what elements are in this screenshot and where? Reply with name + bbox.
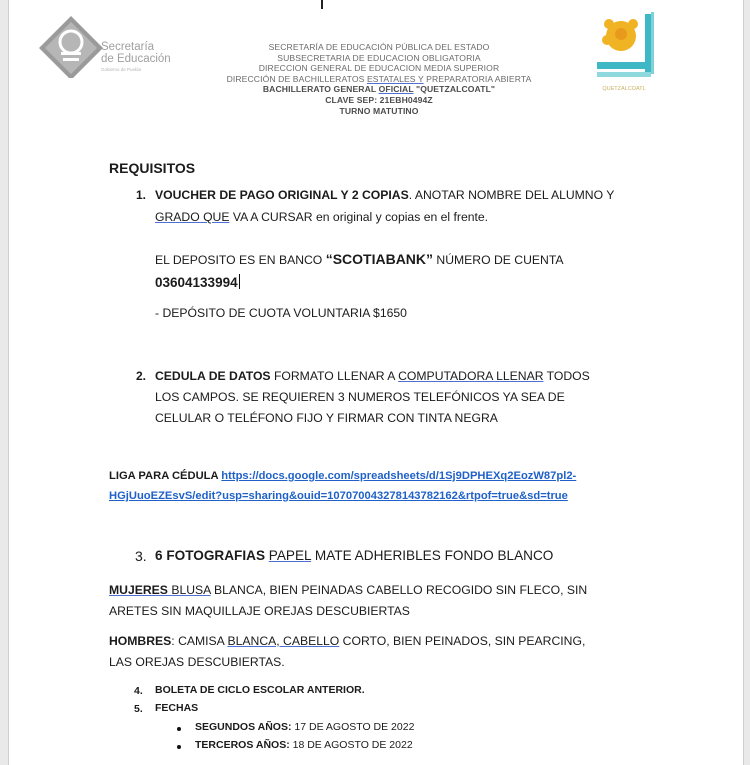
item-2-line-3: CELULAR O TELÉFONO FIJO Y FIRMAR CON TINTA NEGRA	[155, 411, 498, 425]
cedula-link-continued[interactable]: HGjUuoEZEsvS/edit?usp=sharing&ouid=107070043278143782162&rtpof=true&sd=true	[109, 490, 568, 502]
item-3-line: 6 FOTOGRAFIAS PAPEL MATE ADHERIBLES FONDO BLANCO	[155, 548, 554, 563]
item-1-line-2: GRADO QUE VA A CURSAR en original y copias en el frente.	[155, 210, 489, 224]
logo-left-line1: Secretaría	[101, 41, 155, 53]
document-page	[8, 0, 744, 765]
item-2-number: 2.	[136, 369, 147, 383]
item-5-text: FECHAS	[155, 702, 199, 714]
letterhead-line-4: DIRECCIÓN DE BACHILLERATOS ESTATALES Y PREPARATORIA ABIERTA	[226, 73, 532, 84]
item-2-line-1: CEDULA DE DATOS FORMATO LLENAR A COMPUTADORA LLENAR TODOS	[155, 369, 590, 383]
letterhead-line-2: SUBSECRETARIA DE EDUCACION OBLIGATORIA	[277, 52, 481, 63]
section-title: REQUISITOS	[109, 160, 196, 176]
quota-line: - DEPÓSITO DE CUOTA VOLUNTARIA $1650	[155, 306, 407, 320]
liga-line-1: LIGA PARA CÉDULA https://docs.google.com/spreadsheets/d/1Sj9DPHEXq2EozW87pl2-	[109, 470, 577, 482]
item-4-text: BOLETA DE CICLO ESCOLAR ANTERIOR.	[155, 684, 365, 696]
letterhead-line-1: SECRETARÍA DE EDUCACIÓN PÚBLICA DEL ESTADO	[268, 42, 490, 52]
letterhead-line-6: CLAVE SEP: 21EBH0494Z	[325, 94, 433, 105]
mujeres-line-1: MUJERES BLUSA BLANCA, BIEN PEINADAS CABELLO RECOGIDO SIN FLECO, SIN	[109, 583, 588, 597]
item-2-line-2: LOS CAMPOS. SE REQUIEREN 3 NUMEROS TELEFÓNICOS YA SEA DE	[155, 390, 565, 404]
deposit-line: EL DEPOSITO ES EN BANCO “SCOTIABANK” NÚMERO DE CUENTA	[155, 251, 564, 267]
logo-right-text: QUETZALCOATL	[602, 86, 646, 92]
logo-left-line3: Gobierno de Puebla	[101, 67, 142, 72]
text-cursor-mark	[321, 0, 323, 9]
logo-left-line2: de Educación	[101, 53, 171, 65]
bullet-icon	[177, 727, 181, 731]
fecha-segundos: SEGUNDOS AÑOS: 17 DE AGOSTO DE 2022	[195, 721, 415, 733]
account-number: 03604133994	[155, 275, 238, 290]
fecha-terceros: TERCEROS AÑOS: 18 DE AGOSTO DE 2022	[195, 739, 413, 751]
bullet-icon	[177, 745, 181, 749]
letterhead-line-7: TURNO MATUTINO	[339, 105, 419, 116]
item-5-number: 5.	[134, 703, 143, 715]
letterhead-line-3: DIRECCION GENERAL DE EDUCACION MEDIA SUPERIOR	[258, 63, 500, 74]
item-1-line-1: VOUCHER DE PAGO ORIGINAL Y 2 COPIAS. ANOTAR NOMBRE DEL ALUMNO Y	[155, 188, 615, 202]
school-logo	[593, 10, 665, 94]
liga-line-2	[109, 485, 568, 507]
item-1-number: 1.	[136, 188, 147, 202]
item-4-number: 4.	[134, 685, 143, 697]
hombres-line-1: HOMBRES: CAMISA BLANCA, CABELLO CORTO, BIEN PEINADOS, SIN PEARCING,	[109, 634, 586, 648]
item-3-number: 3.	[135, 548, 147, 564]
letterhead-line-5: BACHILLERATO GENERAL OFICIAL "QUETZALCOATL"	[262, 84, 496, 95]
hombres-line-2: LAS OREJAS DESCUBIERTAS.	[109, 655, 285, 669]
letterhead	[159, 42, 599, 116]
cedula-link[interactable]: https://docs.google.com/spreadsheets/d/1Sj9DPHEXq2EozW87pl2-	[221, 470, 577, 482]
mujeres-line-2: ARETES SIN MAQUILLAJE OREJAS DESCUBIERTAS	[109, 604, 410, 618]
